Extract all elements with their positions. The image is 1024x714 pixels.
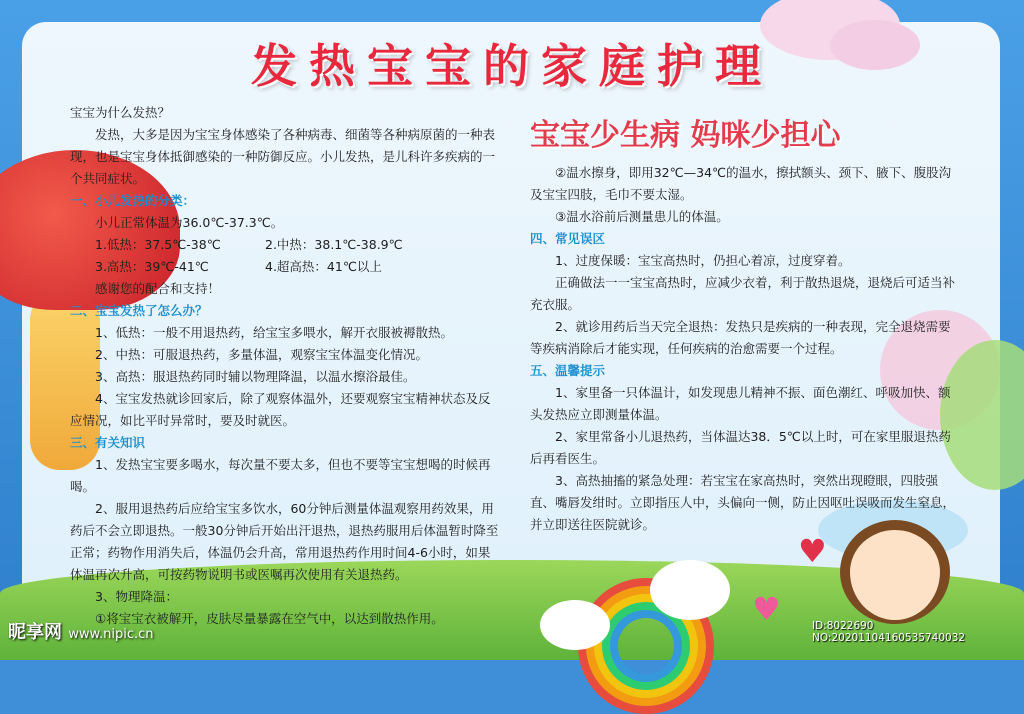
section-2-item-2: 2、中热：可服退热药，多量体温，观察宝宝体温变化情况。 xyxy=(95,347,428,362)
ground-cloud xyxy=(650,560,730,620)
section-3-item-3: 3、物理降温： xyxy=(95,589,178,604)
ground-cloud-2 xyxy=(540,600,610,650)
watermark-id: ID:8022690 NO:20201104160535740032 xyxy=(812,620,966,644)
cooling-step-3: ③温水浴前后测量患儿的体温。 xyxy=(555,209,729,224)
mid-fever: 2.中热：38.1℃-38.9℃ xyxy=(265,237,403,252)
section-2-item-3: 3、高热：服退热药同时辅以物理降温，以温水擦浴最佳。 xyxy=(95,369,416,384)
right-column xyxy=(530,162,962,536)
watermark-url: www.nipic.cn xyxy=(68,627,154,642)
intro-text: 发热，大多是因为宝宝身体感染了各种病毒、细菌等各种病原菌的一种表现，也是宝宝身体抵御感染的一种防御反应。小儿发热，是儿科许多疾病的一个共同症状。 xyxy=(70,127,496,186)
section-4-item-1b: 正确做法一一宝宝高热时，应减少衣着，利于散热退烧，退烧后可适当补充衣服。 xyxy=(530,275,956,312)
section-5-item-2: 2、家里常备小儿退热药，当体温达38．5℃以上时，可在家里服退热药后再看医生。 xyxy=(530,429,951,466)
section-4-title: 四、常见误区 xyxy=(530,231,606,246)
section-3-item-1: 1、发热宝宝要多喝水，每次量不要太多，但也不要等宝宝想喝的时候再喝。 xyxy=(70,457,491,494)
heart-balloon-icon: ♥ xyxy=(798,532,827,570)
fever-levels-row-1 xyxy=(70,234,502,256)
section-5-item-1: 1、家里备一只体温计，如发现患儿精神不振、面色潮红、呼吸加快、额头发热应立即测量体温。 xyxy=(530,385,951,422)
section-3-item-3a: ①将宝宝衣被解开，皮肤尽量暴露在空气中，以达到散热作用。 xyxy=(95,611,444,626)
section-2-title: 二、宝宝发热了怎么办？ xyxy=(70,303,208,318)
page-title: 发热宝宝的家庭护理 xyxy=(251,39,773,93)
section-2-item-4: 4、宝宝发热就诊回家后，除了观察体温外，还要观察宝宝精神状态及反应情况，如比平时异常时，要及时就医。 xyxy=(70,391,491,428)
section-5-item-3: 3、高热抽搐的紧急处理：若宝宝在家高热时，突然出现瞪眼，四肢强直、嘴唇发绀时。立即指压人中，头偏向一侧，防止因呕吐误吸而发生窒息，并立即送往医院就诊。 xyxy=(530,473,956,532)
super-fever: 4.超高热：41℃以上 xyxy=(265,259,382,274)
watermark-site: 昵享网 xyxy=(8,622,62,643)
high-fever: 3.高热：39℃-41℃ xyxy=(95,259,209,274)
low-fever: 1.低热：37.5℃-38℃ xyxy=(95,237,221,252)
section-2-item-1: 1、低热：一般不用退热药，给宝宝多喂水，解开衣服被褥散热。 xyxy=(95,325,453,340)
watermark-logo xyxy=(8,618,154,644)
fever-levels-row-2 xyxy=(70,256,502,278)
section-3-title: 三、有关知识 xyxy=(70,435,146,450)
section-3-item-2: 2、服用退热药后应给宝宝多饮水，60分钟后测量体温观察用药效果，用药后不会立即退热。一般30分钟后开始出汗退热，退热药服用后体温暂时降至正常；药物作用消失后，体温仍会升高，常用退热药作用时间4-6小时，如果体温再次升高，可按药物说明书或医嘱再次使用有关退热药。 xyxy=(70,501,499,582)
normal-temp: 小儿正常体温为36.0℃-37.3℃。 xyxy=(95,215,284,230)
cooling-step-2: ②温水擦身，即用32℃—34℃的温水，擦拭额头、颈下、腋下、腹股沟及宝宝四肢，毛巾不要太湿。 xyxy=(530,165,952,202)
heart-balloon-icon-2: ♥ xyxy=(752,590,781,628)
section-5-title: 五、温馨提示 xyxy=(530,363,606,378)
section-1-title: 一、小儿发热的分类： xyxy=(70,193,196,208)
left-column xyxy=(70,102,502,630)
question-heading: 宝宝为什么发热？ xyxy=(70,105,171,120)
thanks-text: 感谢您的配合和支持！ xyxy=(95,281,221,296)
section-4-item-2: 2、就诊用药后当天完全退热：发热只是疾病的一种表现，完全退烧需要等疾病消除后才能实现，任何疾病的治愈需要一个过程。 xyxy=(530,319,951,356)
section-4-item-1: 1、过度保暖：宝宝高热时，仍担心着凉，过度穿着。 xyxy=(555,253,851,268)
slogan: 宝宝少生病 妈咪少担心 xyxy=(530,118,841,153)
